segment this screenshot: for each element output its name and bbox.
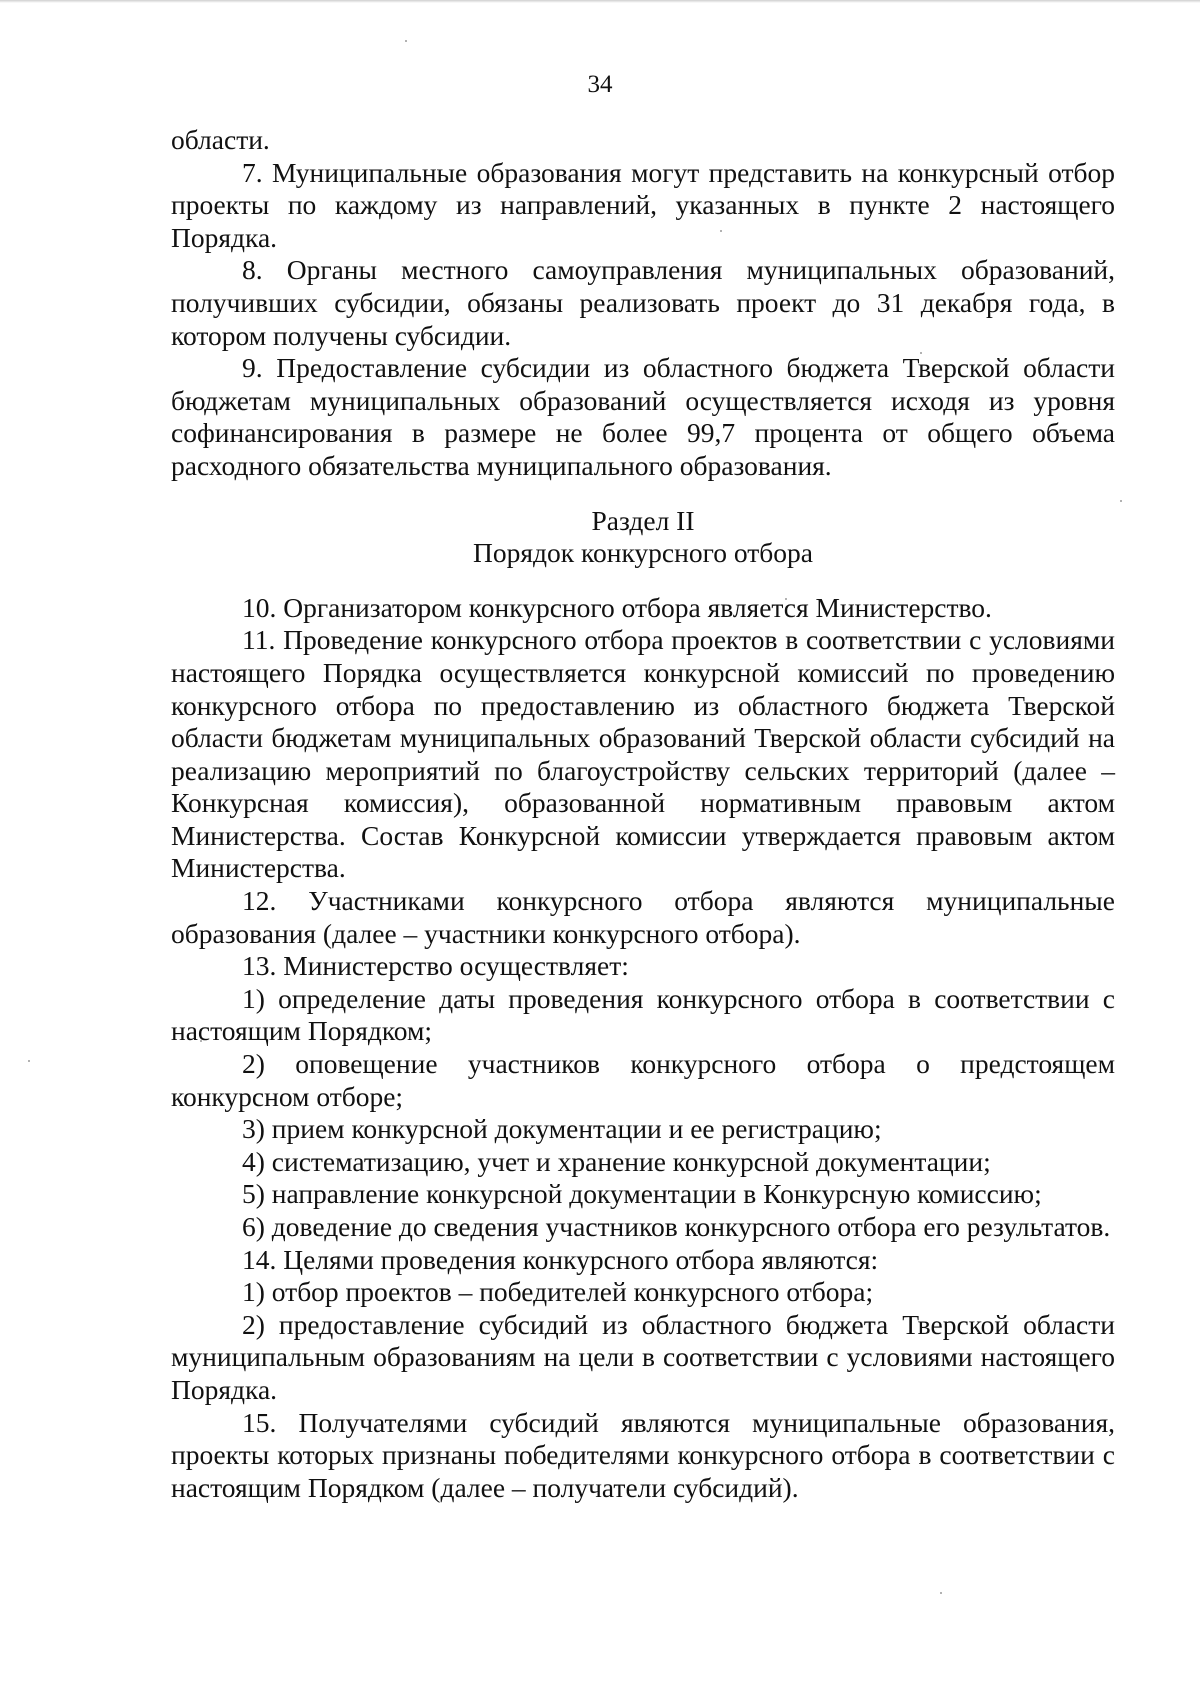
section-title: Порядок конкурсного отбора	[473, 537, 813, 569]
paragraph-item-7: 7. Муниципальные образования могут представить на конкурсный отбор проекты по каждому из направлений, указанных в пункте 2 настоящего Порядка.	[171, 156, 1115, 253]
page-number: 34	[587, 71, 613, 98]
paragraph-item-10: 10. Организатором конкурсного отбора является Министерство.	[242, 591, 992, 623]
paragraph-item-9: 9. Предоставление субсидии из областного бюджета Тверской области бюджетам муниципальных образований осуществляется исходя из уровня софинансирования в размере не более 99,7 процента от общего объема расходного обязательства муниципального образования.	[171, 352, 1115, 481]
paragraph-item-11: 11. Проведение конкурсного отбора проектов в соответствии с условиями настоящего Порядка осуществляется конкурсной комиссий по проведению конкурсного отбора по предоставлению из областного бюджета Тверской области бюджетам муниципальных образований Тверской области субсидий на реализацию мероприятий по благоустройству сельских территорий (далее – Конкурсная комиссия), образованной нормативным правовым актом Министерства. Состав Конкурсной комиссии утверждается правовым актом Министерства.	[171, 624, 1115, 884]
scan-top-edge	[0, 0, 1200, 3]
list-item: 5) направление конкурсной документации в Конкурсную комиссию;	[242, 1178, 1042, 1210]
paragraph-item-14: 14. Целями проведения конкурсного отбора являются:	[242, 1243, 879, 1275]
list-item: 4) систематизацию, учет и хранение конкурсной документации;	[242, 1145, 991, 1177]
list-item: 2) предоставление субсидий из областного бюджета Тверской области муниципальным образованиям на цели в соответствии с условиями настоящего Порядка.	[171, 1308, 1115, 1405]
list-item: 6) доведение до сведения участников конкурсного отбора его результатов.	[242, 1211, 1111, 1242]
paragraph-item-12: 12. Участниками конкурсного отбора являются муниципальные образования (далее – участники конкурсного отбора).	[171, 885, 1115, 949]
list-item: 1) отбор проектов – победителей конкурсного отбора;	[242, 1276, 874, 1308]
paragraph-item-13: 13. Министерство осуществляет:	[242, 950, 629, 982]
paragraph-item-8: 8. Органы местного самоуправления муниципальных образований, получивших субсидии, обязаны реализовать проект до 31 декабря года, в котором получены субсидии.	[171, 254, 1115, 351]
document-body	[171, 124, 1115, 1504]
list-item: 1) определение даты проведения конкурсного отбора в соответствии с настоящим Порядком;	[171, 982, 1115, 1047]
paragraph: области.	[171, 124, 270, 155]
scan-speck	[940, 1592, 942, 1594]
scan-speck	[405, 40, 407, 42]
scan-speck	[28, 1060, 30, 1062]
list-item: 2) оповещение участников конкурсного отбора о предстоящем конкурсном отборе;	[171, 1048, 1115, 1112]
scan-speck	[1120, 500, 1122, 502]
list-item: 3) прием конкурсной документации и ее регистрацию;	[242, 1113, 882, 1145]
paragraph-item-15: 15. Получателями субсидий являются муниципальные образования, проекты которых признаны победителями конкурсного отбора в соответствии с настоящим Порядком (далее – получатели субсидий).	[171, 1406, 1115, 1503]
section-label: Раздел II	[591, 504, 695, 536]
